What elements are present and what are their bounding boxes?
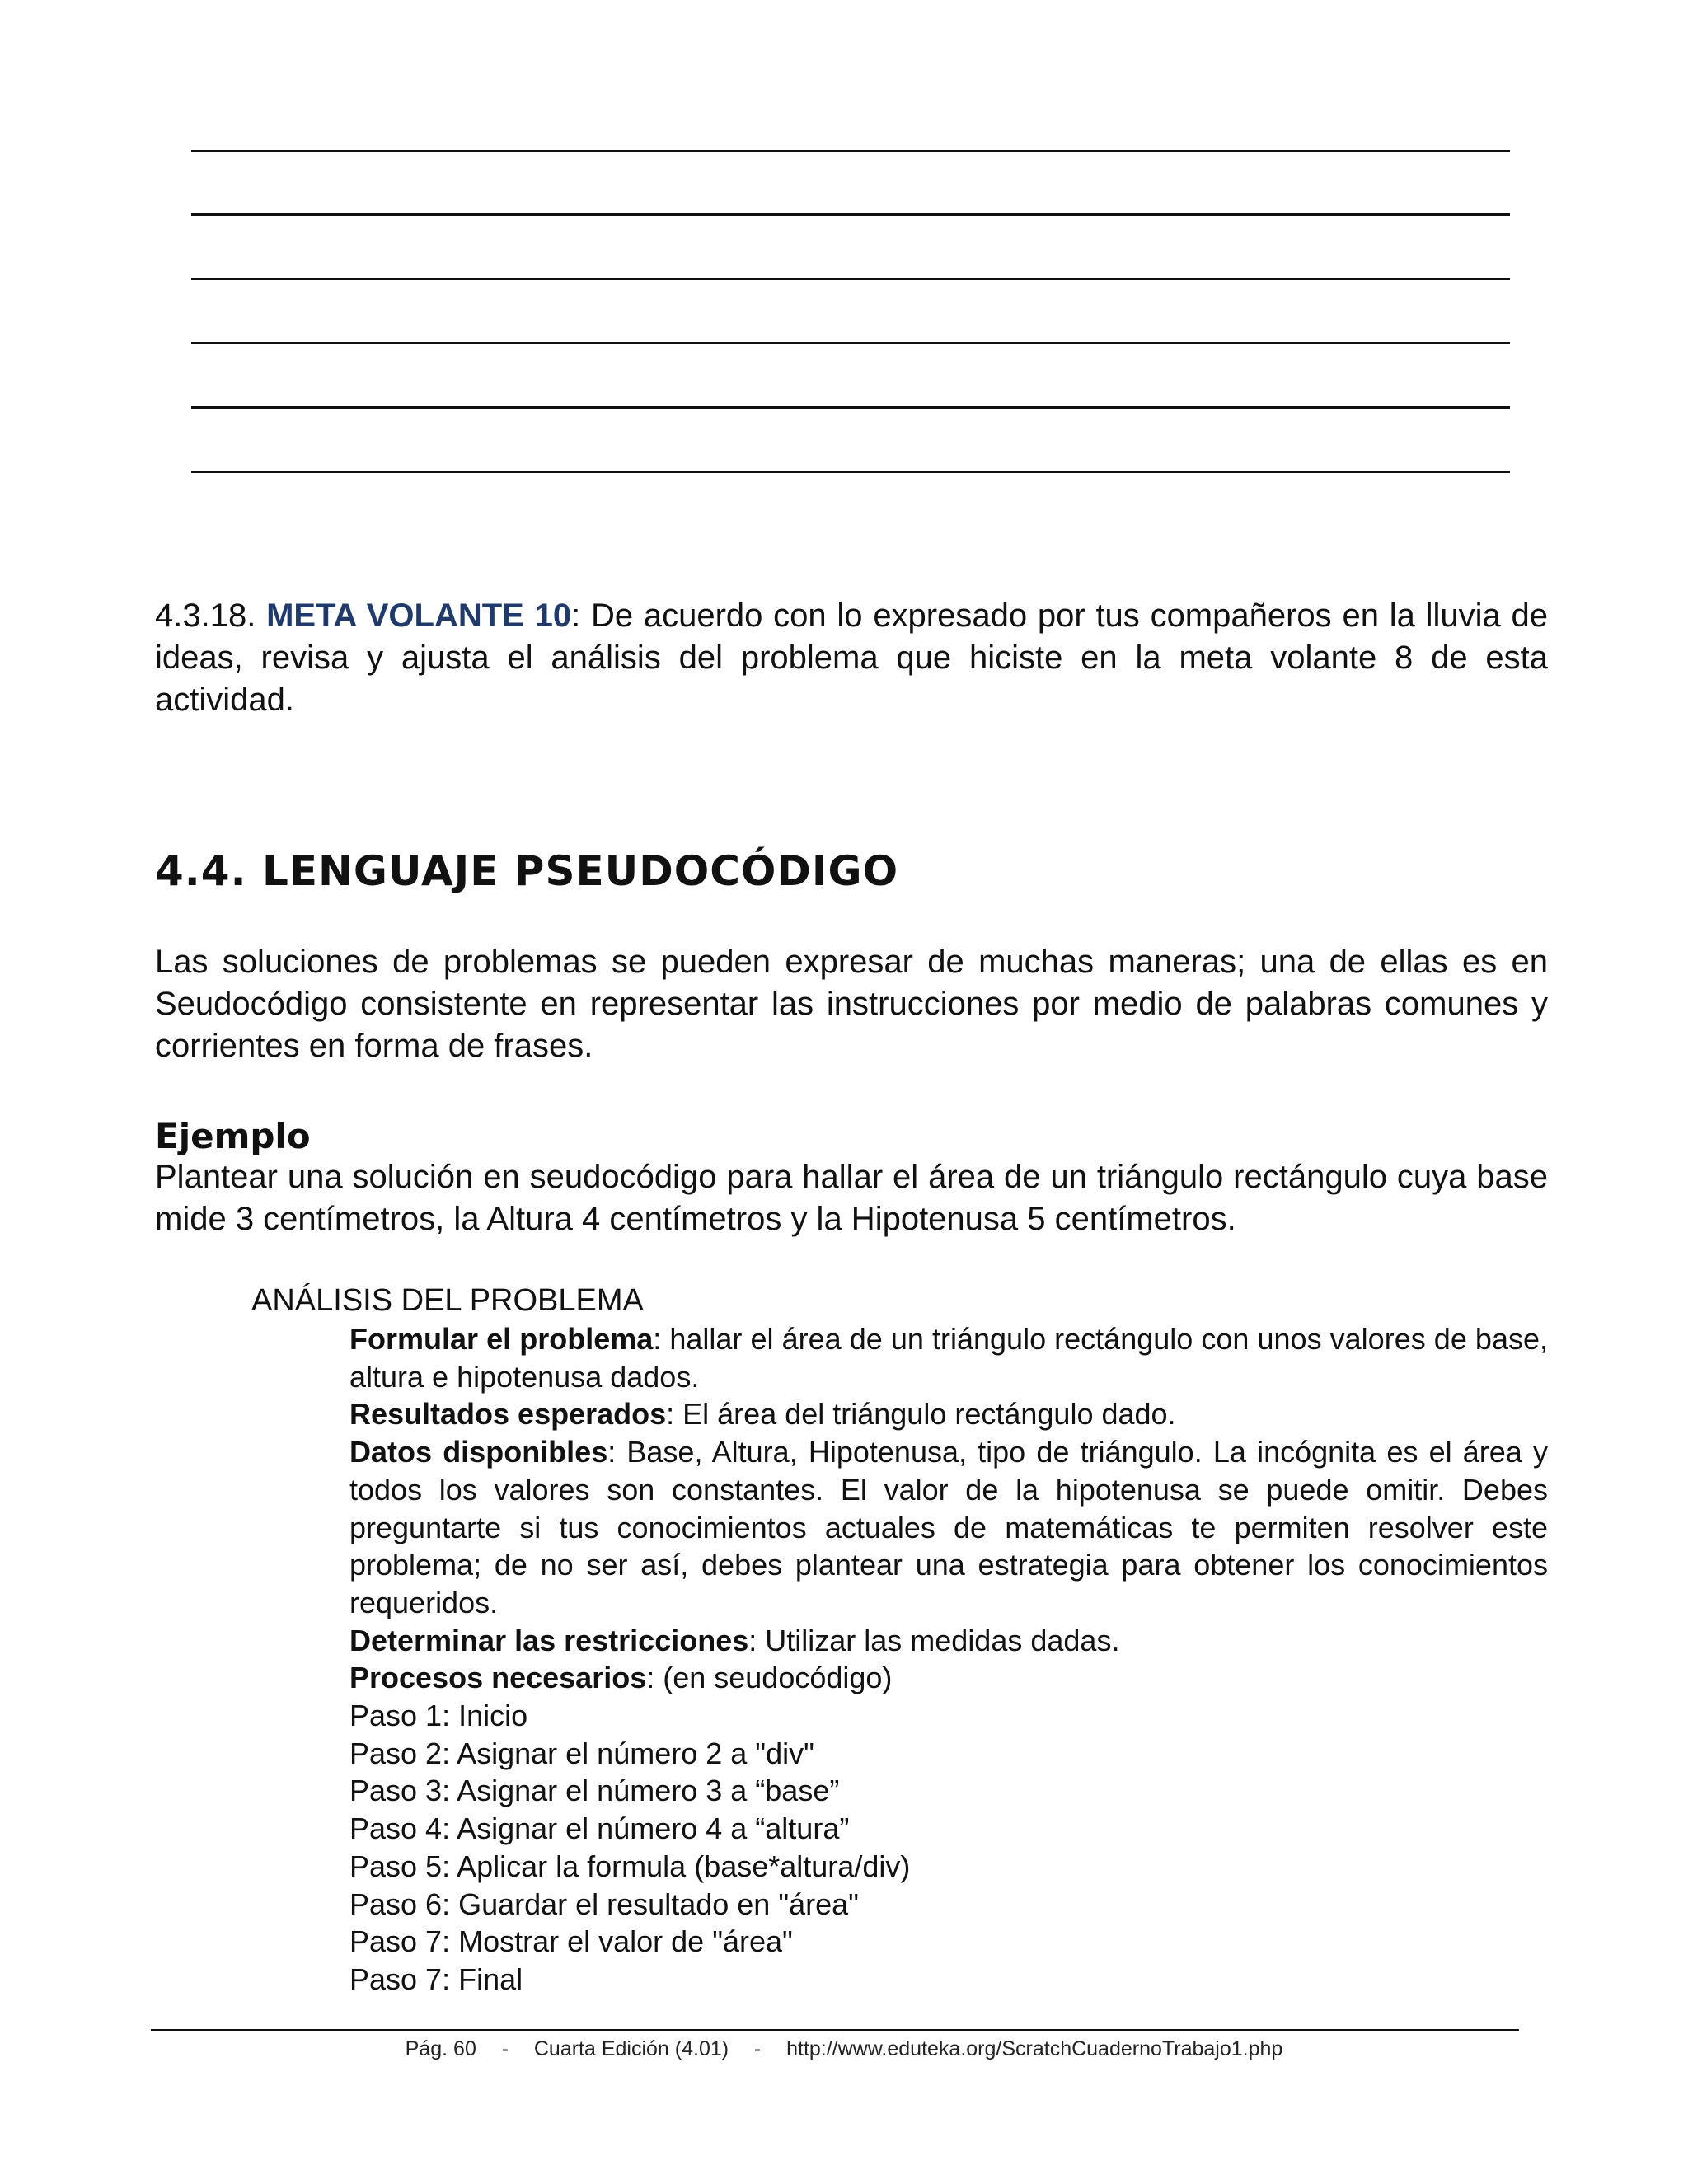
procesos-item: [349, 1659, 1548, 1697]
step-3: Paso 3: Asignar el número 3 a “base”: [349, 1774, 840, 1808]
step-8: Paso 7: Final: [349, 1961, 523, 1996]
step-7: Paso 7: Mostrar el valor de "área": [349, 1924, 793, 1959]
footer-url[interactable]: http://www.eduteka.org/ScratchCuadernoTrabajo1.php: [786, 2037, 1283, 2060]
meta-volante-paragraph: [155, 595, 1548, 721]
answer-line-5: [191, 406, 1510, 409]
meta-text: : De acuerdo con lo expresado por tus compañeros en la lluvia de ideas, revisa y ajusta el análisis del problema que hiciste en la meta volante 8 de esta actividad.: [155, 598, 1548, 718]
section-intro: Las soluciones de problemas se pueden expresar de muchas maneras; una de ellas es en Seudocódigo consistente en representar las instrucciones por medio de palabras comunes y corrientes en forma de frases.: [155, 944, 1548, 1064]
restricciones-label: Determinar las restricciones: [349, 1623, 749, 1657]
restricciones-item: [349, 1622, 1548, 1660]
formular-item: [349, 1320, 1548, 1395]
resultados-item: [349, 1395, 1548, 1433]
step-1: Paso 1: Inicio: [349, 1699, 528, 1733]
restricciones-text: : Utilizar las medidas dadas.: [748, 1623, 1120, 1657]
footer-edition: Cuarta Edición (4.01): [533, 2037, 729, 2060]
datos-text: : Base, Altura, Hipotenusa, tipo de triángulo. La incógnita es el área y todos los valores son constantes. El valor de la hipotenusa se puede omitir. Debes preguntarte si tus conocimientos actuales de matemáticas te permiten resolver este problema; de no ser así, debes plantear una estrategia para obtener los conocimientos requeridos.: [349, 1435, 1548, 1619]
datos-item: [349, 1433, 1548, 1622]
step-6: Paso 6: Guardar el resultado en "área": [349, 1886, 859, 1921]
answer-line-1: [191, 150, 1510, 152]
analysis-heading: ANÁLISIS DEL PROBLEMA: [251, 1283, 644, 1318]
resultados-label: Resultados esperados: [349, 1397, 667, 1432]
datos-label: Datos disponibles: [349, 1435, 608, 1469]
step-5: Paso 5: Aplicar la formula (base*altura/div): [349, 1849, 911, 1883]
example-title: Ejemplo: [155, 1116, 311, 1156]
analysis-block: [349, 1320, 1548, 1999]
section-title: 4.4. LENGUAJE PSEUDOCÓDIGO: [155, 847, 899, 895]
meta-number: 4.3.18.: [155, 598, 256, 634]
example-text: Plantear una solución en seudocódigo para hallar el área de un triángulo rectángulo cuya base mide 3 centímetros, la Altura 4 centímetros y la Hipotenusa 5 centímetros.: [155, 1159, 1548, 1237]
procesos-text: : (en seudocódigo): [646, 1661, 893, 1695]
resultados-text: : El área del triángulo rectángulo dado.: [666, 1397, 1176, 1432]
formular-text: : hallar el área de un triángulo rectángulo con unos valores de base, altura e hipotenusa dados.: [349, 1322, 1548, 1394]
answer-line-6: [191, 471, 1510, 473]
footer-separator-2: -: [753, 2037, 762, 2060]
formular-label: Formular el problema: [349, 1322, 654, 1356]
answer-line-3: [191, 278, 1510, 280]
footer-divider: [151, 2029, 1519, 2031]
footer-separator-1: -: [501, 2037, 509, 2060]
footer-page: Pág. 60: [405, 2037, 476, 2060]
procesos-label: Procesos necesarios: [349, 1661, 647, 1695]
answer-line-4: [191, 342, 1510, 344]
meta-label: META VOLANTE 10: [266, 598, 572, 634]
answer-line-2: [191, 213, 1510, 216]
step-4: Paso 4: Asignar el número 4 a “altura”: [349, 1811, 850, 1846]
step-2: Paso 2: Asignar el número 2 a "div": [349, 1736, 814, 1770]
page-footer: [0, 2036, 1688, 2062]
